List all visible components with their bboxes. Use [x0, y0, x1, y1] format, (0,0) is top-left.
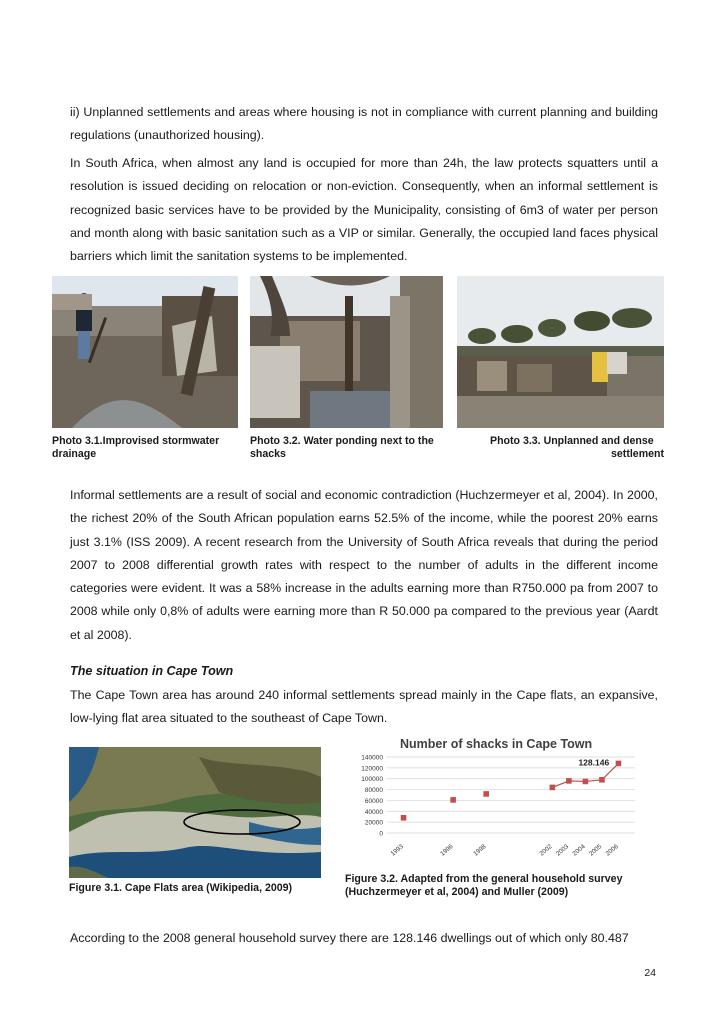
paragraph-south-africa-law: In South Africa, when almost any land is occupied for more than 24h, the law protects squatters until a resolution is issued deciding on relocation or non-eviction. Consequently, when an informal settlement is recognized basic services have to be provided by the Municipality, consisting of 6m3 of water per person and month along with basic sanitation such as a VIP or similar. Generally, the occupied land faces physical barriers which limit the sanitation systems to be implemented. [70, 156, 658, 264]
chart-y-tick-label: 60000 [364, 797, 383, 805]
chart-point [550, 785, 556, 791]
caption-photo-2 [250, 435, 434, 461]
caption-photo-3-line-1: Photo 3.3. Unplanned and dense [490, 435, 654, 447]
caption-photo-2-line-2: shacks [250, 448, 286, 460]
caption-photo-3-line-2: settlement [611, 448, 664, 460]
caption-photo-1 [52, 435, 219, 461]
chart-x-tick-label: 2004 [571, 843, 587, 858]
chart-x-tick-label: 2006 [604, 843, 620, 858]
chart-y-tick-label: 120000 [361, 765, 383, 773]
chart-y-tick-label: 140000 [361, 754, 383, 762]
paragraph-household-survey: According to the 2008 general household survey there are 128.146 dwellings out of which only 80.487 [70, 931, 629, 945]
chart-point [566, 778, 572, 784]
chart-y-tick-label: 40000 [364, 808, 383, 816]
paragraph-unplanned-settlements: ii) Unplanned settlements and areas where housing is not in compliance with current planning and building regulations (unauthorized housing). [70, 105, 658, 143]
chart-point [616, 761, 622, 767]
chart-point [599, 777, 605, 783]
map-cape-flats [69, 747, 321, 878]
caption-photo-1-line-1: Photo 3.1.Improvised stormwater [52, 435, 220, 447]
photo-improvised-drainage [52, 276, 238, 428]
chart-point [401, 815, 407, 821]
chart-shacks-cape-town [345, 731, 645, 868]
page-number: 24 [644, 967, 656, 979]
caption-photo-3 [490, 435, 664, 461]
chart-x-tick-label: 2005 [587, 843, 604, 858]
caption-figure-1: Figure 3.1. Cape Flats area (Wikipedia, 2009) [69, 882, 293, 894]
photo-dense-settlement [457, 276, 664, 428]
chart-point [483, 791, 489, 797]
caption-figure-2-line-2: (Huchzermeyer et al, 2004) and Muller (2009) [345, 886, 569, 898]
chart-y-tick-label: 0 [379, 830, 383, 838]
chart-y-tick-label: 20000 [364, 819, 383, 827]
section-heading: The situation in Cape Town [70, 664, 234, 678]
chart-x-tick-label: 2002 [538, 843, 554, 858]
chart-point [450, 797, 456, 803]
chart-y-tick-label: 80000 [364, 787, 383, 795]
paragraph-social-contradiction: Informal settlements are a result of social and economic contradiction (Huchzermeyer et al, 2004). In 2000, the richest 20% of the South African population earns 52.5% of the income, while the poorest 20% earns just 3.1% (ISS 2009). A recent research from the University of South Africa reveals that during the period 2007 to 2008 differential growth rates with respect to the number of adults in the different income categories were evident. It was a 58% increase in the adults earning more than R750.000 pa from 2007 to 2008 while only 0,8% of adults were earning more than R 50.000 pa compared to the previous year (Aardt et al 2008). [70, 488, 658, 642]
chart-point [583, 779, 589, 785]
caption-figure-2 [345, 873, 658, 899]
caption-photo-2-line-1: Photo 3.2. Water ponding next to the [250, 435, 434, 447]
caption-figure-2-line-1: Figure 3.2. Adapted from the general household survey [345, 873, 623, 885]
chart-annotation: 128.146 [578, 757, 610, 768]
caption-photo-1-line-2: drainage [52, 448, 97, 460]
photo-water-ponding [250, 276, 443, 428]
paragraph-cape-town-area: The Cape Town area has around 240 informal settlements spread mainly in the Cape flats, an expansive, low-lying flat area situated to the southeast of Cape Town. [70, 688, 658, 726]
chart-x-tick-label: 1996 [439, 843, 455, 858]
chart-svg [345, 731, 645, 868]
chart-x-tick-label: 2003 [554, 843, 571, 858]
chart-x-tick-label: 1993 [389, 843, 405, 858]
chart-y-tick-label: 100000 [361, 776, 383, 784]
chart-x-tick-label: 1998 [472, 843, 488, 858]
chart-title: Number of shacks in Cape Town [400, 737, 593, 751]
